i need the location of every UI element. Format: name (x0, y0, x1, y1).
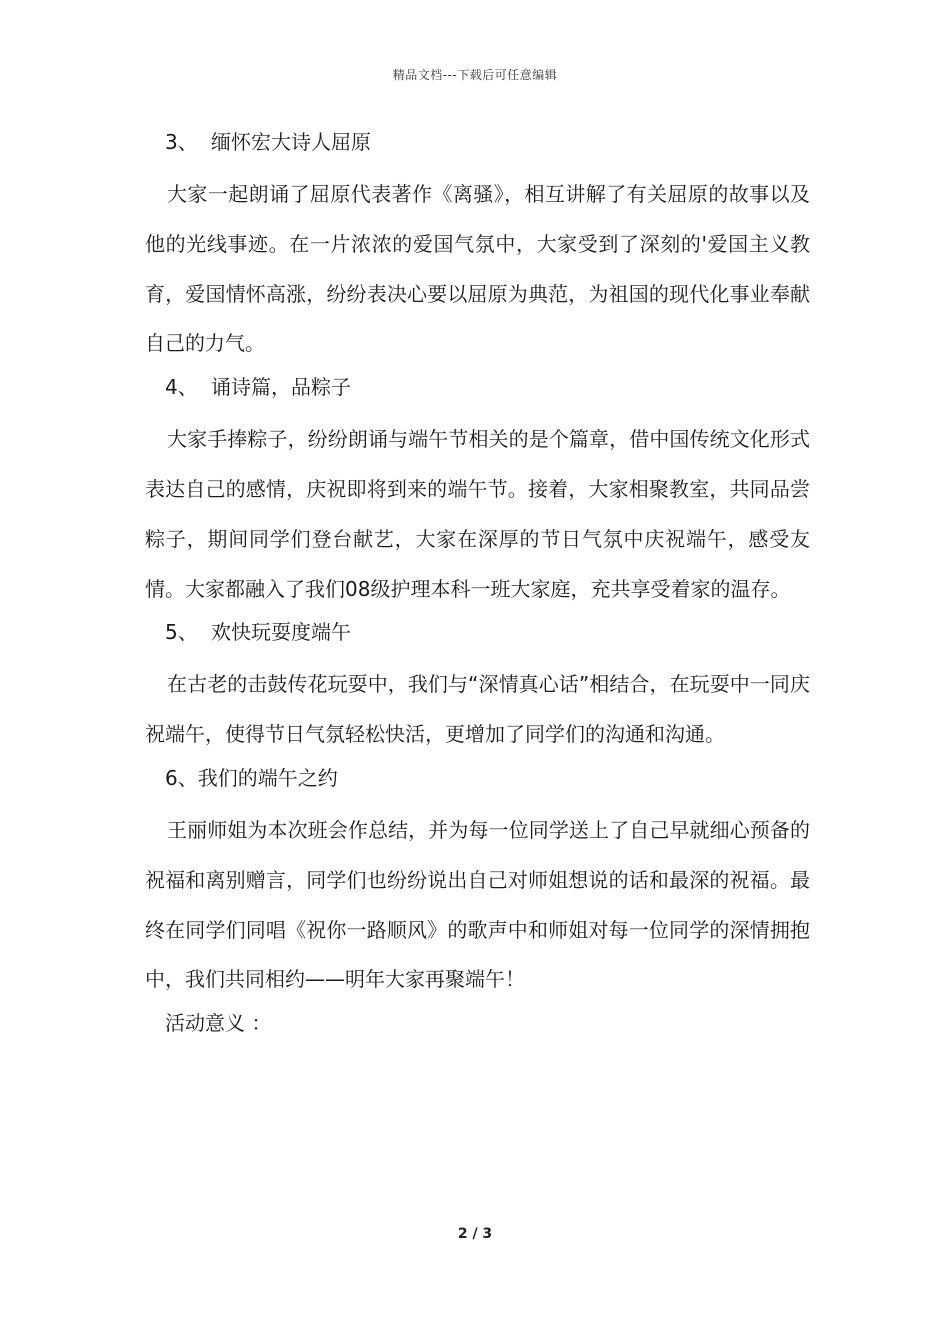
section-title: 缅怀宏大诗人屈原 (211, 130, 371, 154)
document-body (145, 128, 810, 1051)
closing-heading: 活动意义 ： (165, 1011, 272, 1036)
section-heading-5 (145, 618, 810, 646)
section-title: 我们的端午之约 (197, 765, 338, 790)
page-header: 精品文档---下载后可任意编辑 (392, 68, 558, 82)
section-number: 4、 (165, 375, 198, 400)
section-number: 6、 (165, 765, 198, 790)
section-paragraph-3: 大家一起朗诵了屈原代表著作《离骚》，相互讲解了有关屈原的故事以及他的光线事迹。在一片浓浓的爱国气氛中，大家受到了深刻的'爱国主义教育，爱国情怀高涨，纷纷表决心要以屈原为典范，为祖国的现代化事业奉献自己的力气。 (145, 182, 810, 356)
section-paragraph-5: 在古老的击鼓传花玩耍中，我们与“深情真心话”相结合，在玩耍中一同庆祝端午，使得节日气氛轻松快活，更增加了同学们的沟通和沟通。 (145, 672, 810, 747)
section-title: 欢快玩耍度端午 (211, 620, 351, 645)
page-indicator: 2 / 3 (457, 1226, 493, 1242)
section-heading-6 (145, 764, 810, 792)
section-number: 3、 (165, 130, 198, 154)
section-heading-4 (145, 373, 810, 401)
section-number: 5、 (165, 620, 198, 645)
section-heading-3 (145, 128, 810, 156)
section-paragraph-6: 王丽师姐为本次班会作总结，并为每一位同学送上了自己早就细心预备的祝福和离别赠言，同学们也纷纷说出自己对师姐想说的话和最深的祝福。最终在同学们同唱《祝你一路顺风》的歌声中和师姐对每一位同学的深情拥抱中，我们共同相约——明年大家再聚端午！ (145, 817, 810, 992)
section-title: 诵诗篇，品粽子 (211, 375, 351, 400)
section-paragraph-4: 大家手捧粽子，纷纷朗诵与端午节相关的是个篇章，借中国传统文化形式表达自己的感情，庆祝即将到来的端午节。接着，大家相聚教室，共同品尝粽子，期间同学们登台献艺，大家在深厚的节日气氛中庆祝端午，感受友情。大家都融入了我们08级护理本科一班大家庭，充共享受着家的温存。 (145, 427, 810, 601)
